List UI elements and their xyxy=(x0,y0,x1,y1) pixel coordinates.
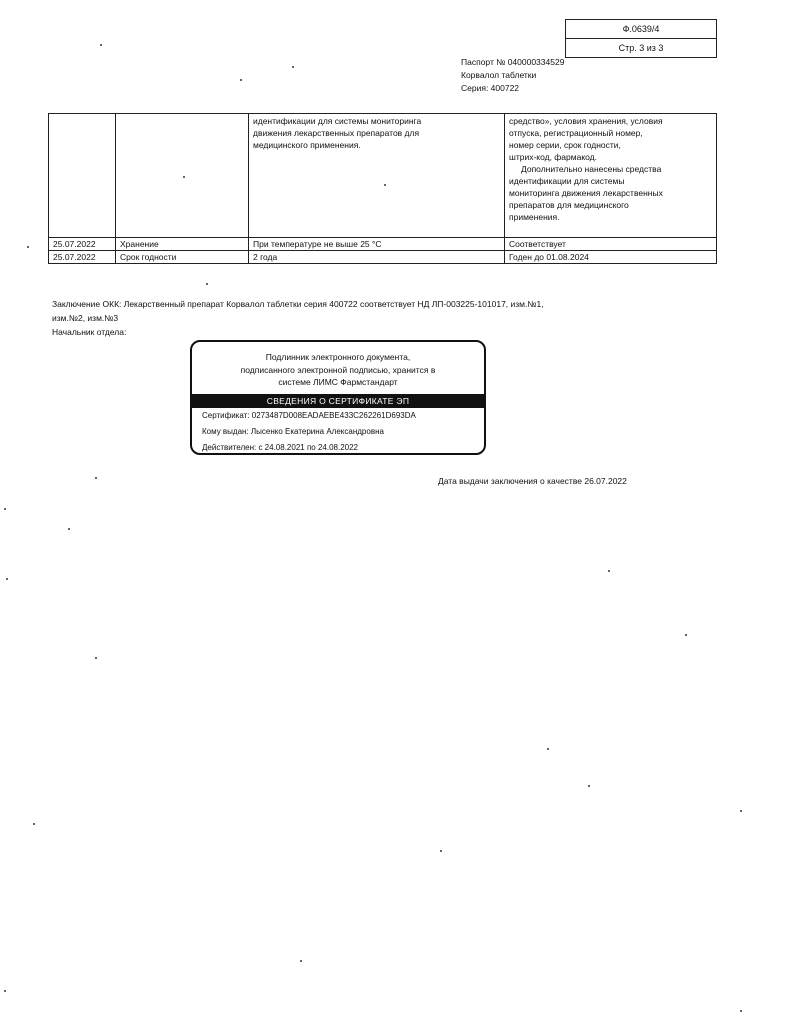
indicator-cell xyxy=(116,114,249,238)
result-line: отпуска, регистрационный номер, xyxy=(509,128,643,138)
requirement-line: идентификации для системы мониторинга xyxy=(253,116,422,126)
certificate-owner: Кому выдан: Лысенко Екатерина Александровна xyxy=(202,426,384,436)
requirement-line: движения лекарственных препаратов для xyxy=(253,128,420,138)
result-cell: Годен до 01.08.2024 xyxy=(505,251,717,264)
scan-speck xyxy=(608,570,610,572)
scan-speck xyxy=(4,508,6,510)
scan-speck xyxy=(292,66,294,68)
result-line: номер серии, срок годности, xyxy=(509,140,621,150)
stamp-note-line: Подлинник электронного документа, xyxy=(265,352,411,362)
form-code: Ф.0639/4 xyxy=(622,24,660,34)
result-line: препаратов для медицинского xyxy=(509,200,629,210)
scan-speck xyxy=(4,990,6,992)
stamp-note-line: системе ЛИМС Фармстандарт xyxy=(278,377,398,387)
scan-speck xyxy=(300,960,302,962)
table-row xyxy=(49,251,717,264)
electronic-signature-stamp xyxy=(190,340,486,455)
scan-speck xyxy=(33,823,35,825)
requirement-cell xyxy=(249,114,505,238)
scan-speck xyxy=(547,748,549,750)
conclusion-block xyxy=(52,297,612,339)
result-line: средство», условия хранения, условия xyxy=(509,116,663,126)
department-head-label: Начальник отдела: xyxy=(52,327,127,337)
certificate-validity: Действителен: с 24.08.2021 по 24.08.2022 xyxy=(202,442,358,452)
result-line: Дополнительно нанесены средства xyxy=(521,164,662,174)
certificate-header: СВЕДЕНИЯ О СЕРТИФИКАТЕ ЭП xyxy=(192,394,484,408)
quality-table xyxy=(48,113,717,264)
requirement-cell: 2 года xyxy=(249,251,505,264)
form-code-box xyxy=(565,19,717,58)
stamp-original-note xyxy=(192,351,484,389)
page-number: Стр. 3 из 3 xyxy=(566,38,716,57)
scan-speck xyxy=(68,528,70,530)
product-name: Корвалол таблетки xyxy=(461,70,537,80)
scan-speck xyxy=(183,176,185,178)
scan-speck xyxy=(740,1010,742,1012)
requirement-cell: При температуре не выше 25 °С xyxy=(249,238,505,251)
series-number: Серия: 400722 xyxy=(461,83,520,93)
scan-speck xyxy=(384,184,386,186)
certificate-id: Сертификат: 0273487D008EADAEBE433C262261D693DA xyxy=(202,410,416,420)
conclusion-line: Заключение ОКК: Лекарственный препарат Корвалол таблетки серия 400722 соответствует НД ЛП-003225-101017, изм.№1, xyxy=(52,299,544,309)
scan-speck xyxy=(740,810,742,812)
scan-speck xyxy=(240,79,242,81)
date-cell: 25.07.2022 xyxy=(49,251,116,264)
result-cell: Соответствует xyxy=(505,238,717,251)
passport-block xyxy=(461,56,564,95)
scan-speck xyxy=(100,44,102,46)
indicator-cell: Срок годности xyxy=(116,251,249,264)
certificate-info xyxy=(192,408,484,456)
result-line: идентификации для системы xyxy=(509,176,625,186)
result-line: применения. xyxy=(509,212,560,222)
scan-speck xyxy=(6,578,8,580)
result-line: штрих-код, фармакод. xyxy=(509,152,598,162)
result-line: мониторинга движения лекарственных xyxy=(509,188,663,198)
table-row xyxy=(49,238,717,251)
scan-speck xyxy=(27,246,29,248)
issue-date: Дата выдачи заключения о качестве 26.07.2022 xyxy=(438,476,627,486)
table-row xyxy=(49,114,717,238)
stamp-note-line: подписанного электронной подписью, хранится в xyxy=(240,364,436,375)
requirement-line: медицинского применения. xyxy=(253,140,361,150)
result-cell xyxy=(505,114,717,238)
scan-speck xyxy=(588,785,590,787)
scan-speck xyxy=(95,657,97,659)
scan-speck xyxy=(206,283,208,285)
indicator-cell: Хранение xyxy=(116,238,249,251)
scan-speck xyxy=(685,634,687,636)
date-cell: 25.07.2022 xyxy=(49,238,116,251)
passport-number: Паспорт № 040000334529 xyxy=(461,57,565,67)
conclusion-line: изм.№2, изм.№3 xyxy=(52,313,119,323)
scan-speck xyxy=(440,850,442,852)
date-cell xyxy=(49,114,116,238)
scan-speck xyxy=(95,477,97,479)
